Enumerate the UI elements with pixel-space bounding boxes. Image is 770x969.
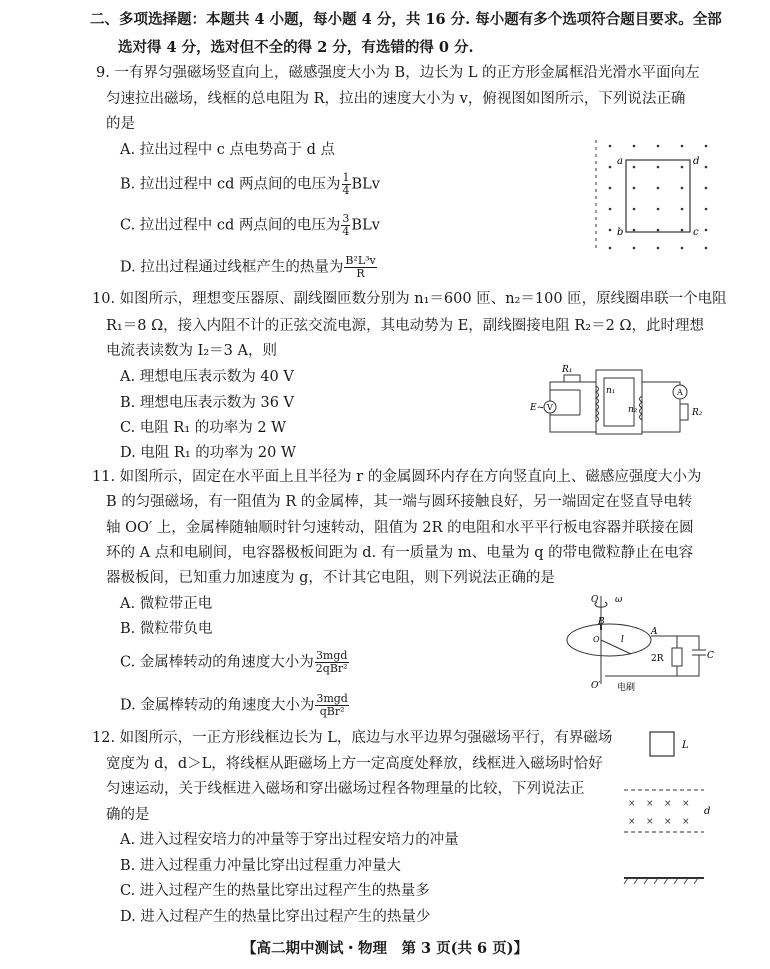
q9-option-d-text: D. 拉出过程通过线框产生的热量为 [120, 259, 344, 276]
fig-label-omega: ω [615, 595, 623, 605]
q9-stem-line: 匀速拉出磁场，线框的总电阻为 R，拉出的速度大小为 v，俯视图如图所示，下列说法正确 [106, 91, 686, 107]
q9-option-c-suffix: BLv [351, 217, 380, 234]
q9-option-b-text: B. 拉出过程中 cd 两点间的电压为 [120, 176, 341, 193]
q12-stem-line: 12. 如图所示，一正方形线框边长为 L，底边与水平边界匀强磁场平行，有界磁场 [92, 730, 613, 746]
svg-text:×: × [664, 817, 672, 827]
fig-label-o-prime: O′ [591, 681, 601, 691]
fig-label-c: c [693, 227, 699, 238]
q11-stem-line: 轴 OO′ 上，金属棒随轴顺时针匀速转动，阻值为 2R 的电阻和水平平行板电容器并联接在圆 [106, 520, 694, 536]
q9-option-c-text: C. 拉出过程中 cd 两点间的电压为 [120, 217, 341, 234]
fig-label-r1: R₁ [562, 365, 573, 375]
fig-label-o-top: O [591, 595, 599, 605]
svg-text:×: × [664, 799, 672, 809]
q9-stem-line: 的是 [106, 116, 135, 132]
q11-option-c [120, 650, 350, 675]
q11-option-d-fraction [315, 693, 349, 718]
svg-text:×: × [682, 799, 690, 809]
q9-option-d [120, 255, 378, 280]
voltmeter-icon: V [547, 403, 553, 412]
section-header-line1: 二、多项选择题：本题共 4 小题，每小题 4 分，共 16 分. 每小题有多个选项符合题目要求。全部 [90, 11, 722, 28]
q9-option-b-suffix: BLv [351, 176, 380, 193]
q12-stem-line: 宽度为 d，d＞L，将线框从距磁场上方一定高度处释放，线框进入磁场时恰好 [106, 756, 603, 772]
q11-stem-line: B 的匀强磁场，有一阻值为 R 的金属棒，其一端与圆环接触良好，另一端固定在竖直导电转 [106, 494, 693, 510]
q9-option-d-fraction [344, 255, 376, 280]
q12-option-a: A. 进入过程安培力的冲量等于穿出过程安培力的冲量 [120, 832, 459, 848]
fig-label-a: a [617, 156, 623, 167]
q9-option-b-fraction [342, 172, 351, 197]
q11-option-d [120, 693, 350, 718]
q9-option-c [120, 213, 380, 238]
svg-text:×: × [628, 817, 636, 827]
q11-option-a: A. 微粒带正电 [120, 596, 213, 612]
q12-option-c: C. 进入过程产生的热量比穿出过程产生的热量多 [120, 883, 430, 899]
fig-label-brush: 电刷 [617, 683, 636, 692]
q12-stem-line: 确的是 [106, 807, 150, 823]
square-frame [626, 160, 690, 232]
square-loop [650, 732, 674, 756]
q12-option-b: B. 进入过程重力冲量比穿出过程重力冲量大 [120, 858, 401, 874]
q12-option-d: D. 进入过程产生的热量比穿出过程产生的热量少 [120, 909, 431, 925]
fig-label-a: A [651, 627, 658, 637]
svg-text:×: × [628, 799, 636, 809]
svg-text:×: × [646, 817, 654, 827]
fig-label-l: L [682, 740, 689, 751]
fraction-denominator: qBr² [319, 705, 345, 718]
section-header-line2: 选对得 4 分，选对但不全的得 2 分，有选错的得 0 分. [118, 39, 474, 56]
q12-stem-line: 匀速运动，关于线框进入磁场和穿出磁场过程各物理量的比较，下列说法正 [106, 781, 585, 797]
fraction-denominator: 2qBr² [315, 662, 348, 675]
fraction-denominator: R [356, 267, 365, 280]
q11-stem-line: 器极板间，已知重力加速度为 g，不计其它电阻，则下列说法正确的是 [106, 570, 555, 586]
page-footer: 【高二期中测试・物理 第 3 页(共 6 页)】 [241, 940, 529, 957]
q11-option-b: B. 微粒带负电 [120, 621, 213, 637]
fig-label-o-mid: O [593, 635, 600, 644]
q10-option-a: A. 理想电压表示数为 40 V [120, 369, 294, 385]
q10-stem-line: R₁＝8 Ω，接入内阻不计的正弦交流电源，其电动势为 E，副线圈接电阻 R₂＝2 Ω，此时理想 [106, 318, 704, 334]
fig-label-l: l [621, 635, 624, 645]
q10-transformer-circuit-figure [530, 360, 720, 442]
q12-falling-frame-figure [620, 728, 720, 888]
fig-label-n1: n₁ [606, 386, 616, 396]
q11-option-d-text: D. 金属棒转动的角速度大小为 [120, 697, 315, 714]
q11-stem-line: 11. 如图所示，固定在水平面上且半径为 r 的金属圆环内存在方向竖直向上、磁感应强度大小为 [92, 469, 702, 485]
fig-label-d: d [693, 156, 700, 167]
q10-option-d: D. 电阻 R₁ 的功率为 20 W [120, 445, 296, 461]
svg-text:×: × [646, 799, 654, 809]
fraction-numerator: 1 [342, 171, 350, 184]
q10-option-c: C. 电阻 R₁ 的功率为 2 W [120, 420, 287, 436]
fraction-numerator: 3mgd [315, 649, 348, 662]
q11-rotating-rod-figure [565, 592, 725, 692]
q10-option-b: B. 理想电压表示数为 36 V [120, 395, 295, 411]
fig-label-d: d [704, 806, 711, 817]
q9-stem-line: 9. 一有界匀强磁场竖直向上，磁感强度大小为 B，边长为 L 的正方形金属框沿光滑水平面向左 [96, 65, 700, 81]
q9-magnetic-field-figure [592, 138, 722, 253]
q10-stem-line: 电流表读数为 I₂＝3 A，则 [106, 343, 277, 359]
fig-label-r2: R₂ [692, 408, 703, 418]
q10-stem-line: 10. 如图所示，理想变压器原、副线圈匝数分别为 n₁＝600 匝、n₂＝100 匝，原线圈串联一个电阻 [92, 291, 727, 307]
q11-stem-line: 环的 A 点和电刷间，电容器极板间距为 d. 有一质量为 m、电量为 q 的带电微粒静止在电容 [106, 545, 694, 561]
fig-label-b: b [617, 227, 624, 238]
q11-option-c-fraction [315, 650, 349, 675]
fig-label-c: C [707, 651, 714, 661]
fig-label-b: B [598, 617, 605, 627]
ammeter-icon: A [677, 388, 683, 397]
fraction-numerator: 3mgd [316, 692, 348, 705]
fraction-numerator: B²L³v [345, 254, 376, 267]
fraction-numerator: 3 [342, 212, 350, 225]
fraction-denominator: 4 [342, 184, 350, 197]
fig-label-n2: n₂ [628, 405, 638, 415]
q9-option-c-fraction [341, 213, 350, 238]
q11-option-c-text: C. 金属棒转动的角速度大小为 [120, 654, 314, 671]
fig-label-2r: 2R [651, 654, 664, 664]
q9-option-b [120, 172, 380, 197]
svg-text:×: × [682, 817, 690, 827]
fig-label-e: E~ [530, 403, 545, 413]
q9-option-a: A. 拉出过程中 c 点电势高于 d 点 [120, 142, 336, 158]
fraction-denominator: 4 [342, 225, 350, 238]
